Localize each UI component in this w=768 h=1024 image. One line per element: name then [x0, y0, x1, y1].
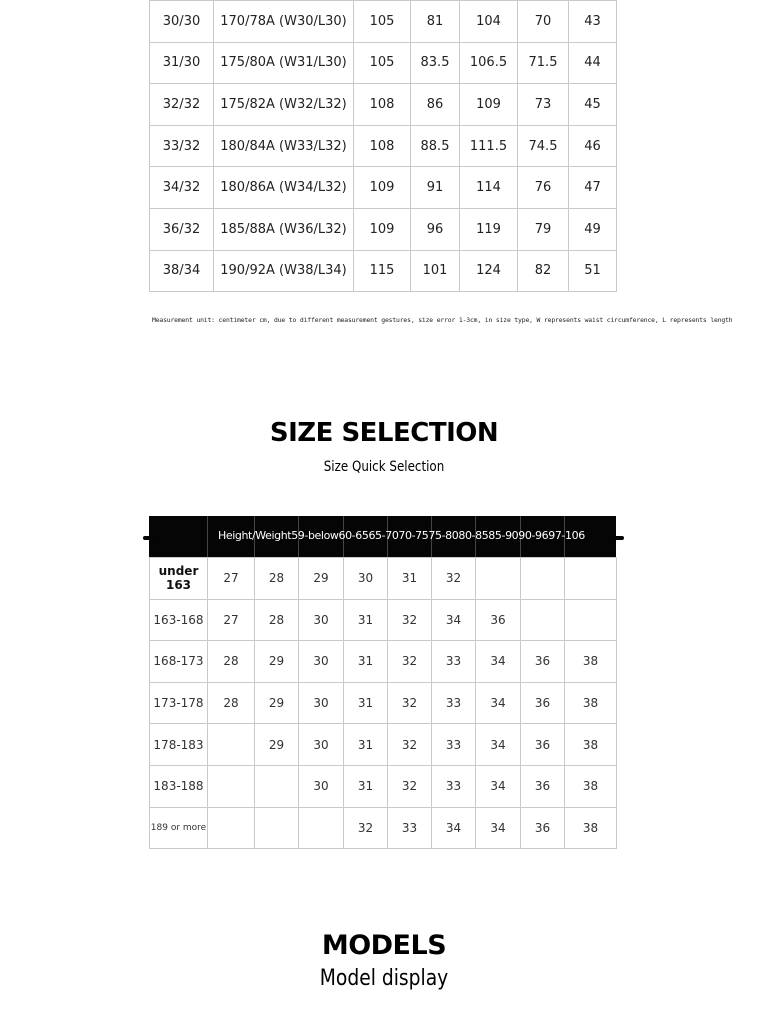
- size-cell: 91: [411, 167, 460, 209]
- size-cell: 76: [518, 167, 569, 209]
- size-cell: 74.5: [518, 125, 569, 167]
- height-range-label: 173-178: [150, 682, 208, 724]
- size-cell: 49: [569, 208, 617, 250]
- quick-size-cell: 31: [388, 558, 432, 600]
- size-cell: 106.5: [460, 42, 518, 84]
- quick-size-cell: 27: [208, 558, 255, 600]
- quick-size-cell: [521, 558, 565, 600]
- size-row: [150, 1, 617, 43]
- quick-selection-header: [149, 516, 616, 557]
- quick-size-cell: 31: [344, 765, 388, 807]
- quick-size-cell: 38: [565, 807, 617, 849]
- height-range-label: 178-183: [150, 724, 208, 766]
- quick-row: [150, 807, 617, 849]
- quick-size-cell: [255, 807, 299, 849]
- size-cell: 119: [460, 208, 518, 250]
- quick-row: [150, 558, 617, 600]
- size-cell: 30/30: [150, 1, 214, 43]
- quick-size-cell: 32: [432, 558, 476, 600]
- size-cell: 43: [569, 1, 617, 43]
- size-cell: 170/78A (W30/L30): [214, 1, 354, 43]
- size-cell: 46: [569, 125, 617, 167]
- quick-size-cell: 34: [476, 807, 521, 849]
- quick-size-cell: 28: [208, 682, 255, 724]
- quick-size-cell: 32: [388, 724, 432, 766]
- quick-size-cell: [565, 599, 617, 641]
- quick-row: [150, 599, 617, 641]
- quick-size-cell: 29: [255, 641, 299, 683]
- size-cell: 31/30: [150, 42, 214, 84]
- size-selection-title: SIZE SELECTION: [269, 418, 499, 448]
- size-cell: 73: [518, 84, 569, 126]
- quick-size-cell: 33: [432, 765, 476, 807]
- quick-size-cell: 27: [208, 599, 255, 641]
- size-quick-selection-grid: [149, 516, 616, 849]
- measurement-note: Measurement unit: centimeter cm, due to different measurement gestures, size error 1-3cm, in size type, W represents waist circumference, L represents length: [152, 316, 733, 324]
- size-cell: 86: [411, 84, 460, 126]
- quick-size-cell: 30: [299, 641, 344, 683]
- quick-size-cell: 31: [344, 641, 388, 683]
- quick-size-cell: 33: [388, 807, 432, 849]
- size-cell: 105: [354, 1, 411, 43]
- quick-size-cell: [521, 599, 565, 641]
- size-row: [150, 250, 617, 292]
- size-cell: 185/88A (W36/L32): [214, 208, 354, 250]
- models-subtitle: Model display: [319, 966, 449, 991]
- size-row: [150, 167, 617, 209]
- height-range-label: 163-168: [150, 599, 208, 641]
- size-cell: 79: [518, 208, 569, 250]
- quick-size-cell: 34: [476, 641, 521, 683]
- size-cell: 38/34: [150, 250, 214, 292]
- size-cell: 108: [354, 84, 411, 126]
- quick-size-cell: 36: [476, 599, 521, 641]
- size-cell: 124: [460, 250, 518, 292]
- size-cell: 109: [460, 84, 518, 126]
- size-chart-body: [150, 1, 617, 292]
- quick-row: [150, 724, 617, 766]
- quick-size-cell: 38: [565, 765, 617, 807]
- size-cell: 34/32: [150, 167, 214, 209]
- size-cell: 47: [569, 167, 617, 209]
- size-cell: 45: [569, 84, 617, 126]
- quick-size-cell: 30: [299, 765, 344, 807]
- size-cell: 81: [411, 1, 460, 43]
- quick-size-cell: 30: [299, 682, 344, 724]
- quick-size-cell: 33: [432, 682, 476, 724]
- size-cell: 51: [569, 250, 617, 292]
- size-cell: 109: [354, 208, 411, 250]
- quick-size-cell: 38: [565, 641, 617, 683]
- quick-size-cell: [255, 765, 299, 807]
- size-cell: 83.5: [411, 42, 460, 84]
- height-range-label: 183-188: [150, 765, 208, 807]
- size-row: [150, 84, 617, 126]
- quick-size-cell: 34: [432, 807, 476, 849]
- quick-size-cell: [476, 558, 521, 600]
- height-range-label: 189 or more: [150, 807, 208, 849]
- quick-size-cell: 30: [299, 724, 344, 766]
- size-cell: 36/32: [150, 208, 214, 250]
- size-row: [150, 208, 617, 250]
- quick-size-cell: 36: [521, 765, 565, 807]
- quick-size-cell: 32: [388, 682, 432, 724]
- quick-size-cell: 34: [476, 724, 521, 766]
- quick-size-cell: 28: [255, 599, 299, 641]
- size-cell: 71.5: [518, 42, 569, 84]
- size-cell: 82: [518, 250, 569, 292]
- size-cell: 175/82A (W32/L32): [214, 84, 354, 126]
- size-cell: 175/80A (W31/L30): [214, 42, 354, 84]
- size-cell: 180/86A (W34/L32): [214, 167, 354, 209]
- size-cell: 96: [411, 208, 460, 250]
- size-cell: 33/32: [150, 125, 214, 167]
- quick-size-cell: 29: [299, 558, 344, 600]
- quick-size-cell: 36: [521, 724, 565, 766]
- quick-size-cell: 30: [299, 599, 344, 641]
- quick-row: [150, 641, 617, 683]
- quick-selection-body: [150, 558, 617, 849]
- size-selection-subtitle: Size Quick Selection: [323, 459, 445, 475]
- size-cell: 180/84A (W33/L32): [214, 125, 354, 167]
- quick-size-cell: 38: [565, 682, 617, 724]
- quick-size-cell: 36: [521, 641, 565, 683]
- quick-size-cell: 38: [565, 724, 617, 766]
- size-row: [150, 125, 617, 167]
- quick-size-cell: 34: [476, 765, 521, 807]
- size-cell: 190/92A (W38/L34): [214, 250, 354, 292]
- height-range-label: 168-173: [150, 641, 208, 683]
- size-chart-table: [149, 0, 617, 292]
- models-title: MODELS: [321, 930, 447, 961]
- size-cell: 105: [354, 42, 411, 84]
- quick-selection-table: [149, 557, 617, 849]
- size-cell: 114: [460, 167, 518, 209]
- height-range-label: under 163: [150, 558, 208, 600]
- quick-size-cell: 32: [344, 807, 388, 849]
- quick-size-cell: 31: [344, 599, 388, 641]
- size-cell: 32/32: [150, 84, 214, 126]
- quick-size-cell: 31: [344, 724, 388, 766]
- size-cell: 109: [354, 167, 411, 209]
- quick-row: [150, 765, 617, 807]
- quick-size-cell: 30: [344, 558, 388, 600]
- size-cell: 70: [518, 1, 569, 43]
- quick-size-cell: 28: [208, 641, 255, 683]
- quick-selection-header-text: Height/Weight59-below60-6565-7070-7575-8080-8585-9090-9697-106: [218, 529, 585, 542]
- quick-size-cell: 32: [388, 599, 432, 641]
- quick-size-cell: 34: [476, 682, 521, 724]
- quick-size-cell: [565, 558, 617, 600]
- quick-row: [150, 682, 617, 724]
- quick-size-cell: [208, 724, 255, 766]
- quick-size-cell: 33: [432, 641, 476, 683]
- quick-size-cell: 33: [432, 724, 476, 766]
- size-cell: 88.5: [411, 125, 460, 167]
- quick-size-cell: 32: [388, 765, 432, 807]
- quick-size-cell: 36: [521, 682, 565, 724]
- size-cell: 108: [354, 125, 411, 167]
- size-cell: 111.5: [460, 125, 518, 167]
- size-cell: 104: [460, 1, 518, 43]
- quick-size-cell: 29: [255, 724, 299, 766]
- quick-size-cell: 29: [255, 682, 299, 724]
- quick-size-cell: 28: [255, 558, 299, 600]
- header-divider: [207, 516, 208, 557]
- size-row: [150, 42, 617, 84]
- size-cell: 115: [354, 250, 411, 292]
- quick-size-cell: 31: [344, 682, 388, 724]
- quick-size-cell: [299, 807, 344, 849]
- quick-size-cell: 36: [521, 807, 565, 849]
- quick-size-cell: 32: [388, 641, 432, 683]
- size-cell: 101: [411, 250, 460, 292]
- quick-size-cell: [208, 765, 255, 807]
- size-cell: 44: [569, 42, 617, 84]
- quick-size-cell: 34: [432, 599, 476, 641]
- quick-size-cell: [208, 807, 255, 849]
